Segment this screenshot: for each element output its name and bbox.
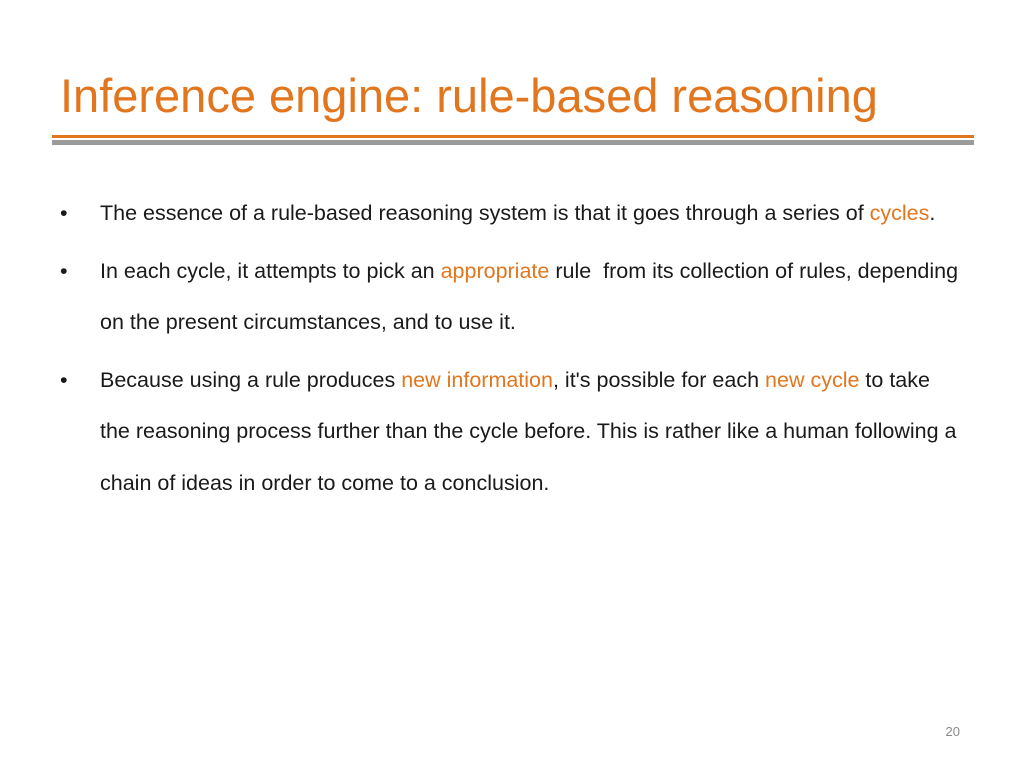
page-number: 20 [945, 724, 960, 739]
title-underline-accent [52, 135, 974, 138]
highlight-new-cycle: new cycle [765, 367, 860, 392]
bullet-3-mid: , it's possible for each [552, 367, 766, 392]
bullet-item-1 [60, 188, 960, 240]
bullet-icon: • [60, 201, 68, 225]
bullet-3-end: to take the reasoning process further than the cycle before. This is rather like a human following a chain of ideas in order to come to a conclusion. [100, 367, 957, 495]
bullet-item-3 [60, 355, 960, 510]
highlight-new-information: new information [401, 367, 553, 392]
highlight-appropriate: appropriate [440, 258, 550, 283]
slide-title: Inference engine: rule-based reasoning [60, 69, 878, 122]
bullet-1-text: The essence of a rule-based reasoning system is that it goes through a series of [100, 201, 870, 225]
highlight-cycles: cycles [869, 201, 930, 225]
bullet-2-end: rule from its collection of rules, depending on the present circumstances, and to use it. [100, 258, 965, 334]
bullet-list [60, 188, 965, 515]
title-underline-grey [52, 140, 974, 145]
bullet-icon: • [60, 367, 68, 392]
bullet-icon: • [60, 258, 68, 283]
bullet-2-text: In each cycle, it attempts to pick an [100, 258, 441, 283]
bullet-item-2 [60, 246, 965, 349]
bullet-1-end: . [929, 201, 936, 225]
bullet-3-text: Because using a rule produces [100, 367, 402, 392]
